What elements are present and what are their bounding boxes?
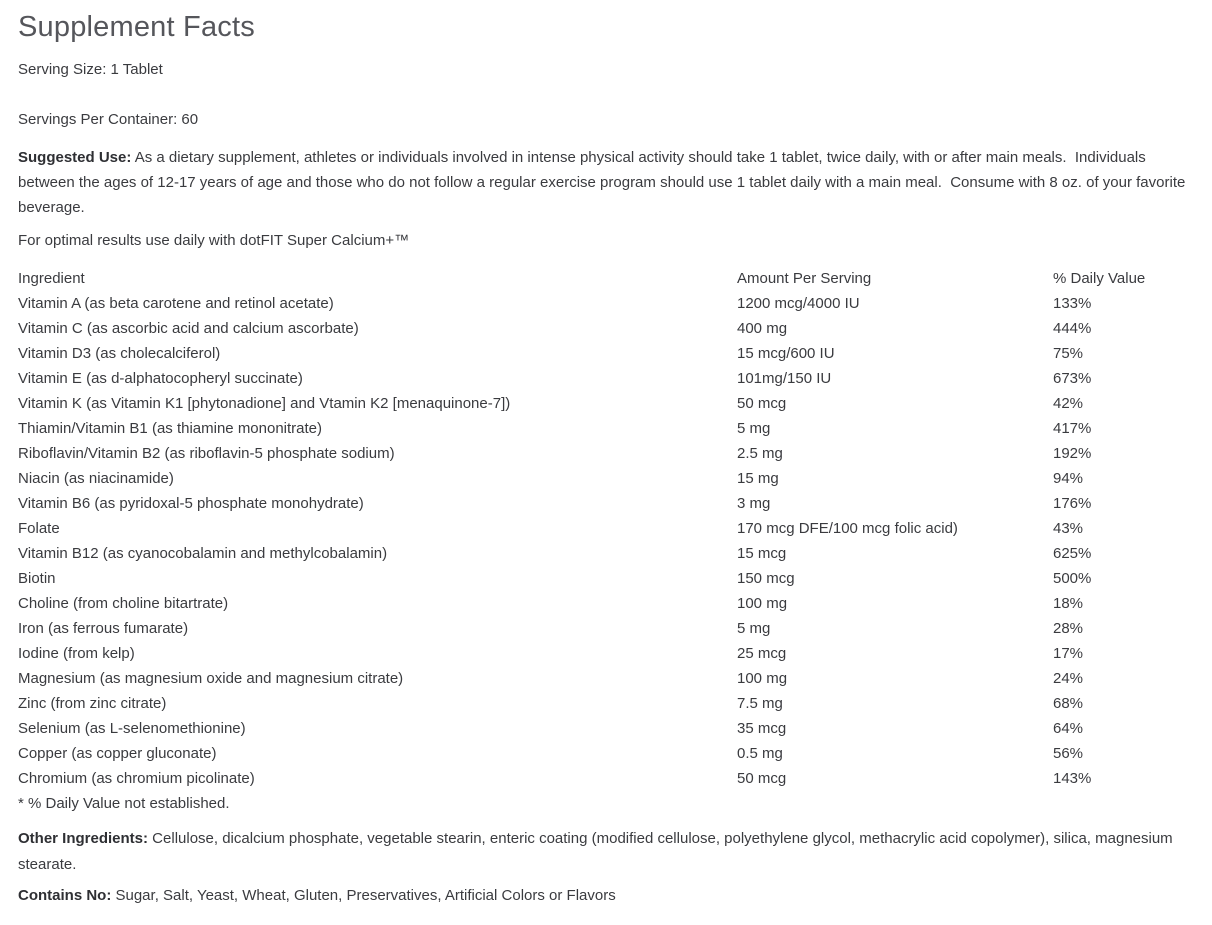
cell-ingredient: Folate	[18, 520, 60, 537]
cell-daily-value: 94%	[1053, 470, 1084, 487]
table-row	[18, 491, 1188, 516]
cell-daily-value: 17%	[1053, 645, 1084, 662]
ingredient-table	[18, 266, 1188, 816]
table-row	[18, 566, 1188, 591]
header-ingredient: Ingredient	[18, 270, 85, 287]
cell-ingredient: Vitamin C (as ascorbic acid and calcium ascorbate)	[18, 320, 359, 337]
cell-ingredient: Biotin	[18, 570, 56, 587]
cell-amount: 35 mcg	[737, 720, 787, 737]
table-row	[18, 316, 1188, 341]
cell-amount: 7.5 mg	[737, 695, 783, 712]
cell-ingredient: Riboflavin/Vitamin B2 (as riboflavin-5 phosphate sodium)	[18, 445, 395, 462]
table-row	[18, 641, 1188, 666]
cell-daily-value: 68%	[1053, 695, 1084, 712]
cell-amount: 1200 mcg/4000 IU	[737, 295, 860, 312]
cell-ingredient: Iodine (from kelp)	[18, 645, 135, 662]
cell-ingredient: Iron (as ferrous fumarate)	[18, 620, 189, 637]
cell-amount: 2.5 mg	[737, 445, 783, 462]
cell-ingredient: Magnesium (as magnesium oxide and magnesium citrate)	[18, 670, 404, 687]
cell-daily-value: 500%	[1053, 570, 1092, 587]
table-row	[18, 391, 1188, 416]
suggested-use-label: Suggested Use:	[18, 149, 132, 166]
cell-daily-value: 75%	[1053, 345, 1084, 362]
table-row	[18, 541, 1188, 566]
table-row	[18, 691, 1188, 716]
cell-amount: 100 mg	[737, 670, 788, 687]
table-row	[18, 416, 1188, 441]
cell-daily-value: 28%	[1053, 620, 1084, 637]
cell-amount: 150 mcg	[737, 570, 795, 587]
suggested-use	[18, 145, 1188, 220]
cell-daily-value: 24%	[1053, 670, 1084, 687]
serving-size: Serving Size: 1 Tablet	[18, 61, 163, 78]
cell-daily-value: 673%	[1053, 370, 1092, 387]
optimal-results-note: For optimal results use daily with dotFIT Super Calcium+™	[18, 232, 410, 249]
cell-ingredient: Selenium (as L-selenomethionine)	[18, 720, 246, 737]
other-ingredients	[18, 826, 1188, 878]
cell-daily-value: 18%	[1053, 595, 1084, 612]
contains-no	[18, 886, 1188, 906]
cell-amount: 50 mcg	[737, 770, 787, 787]
cell-daily-value: 192%	[1053, 445, 1092, 462]
cell-amount: 0.5 mg	[737, 745, 783, 762]
cell-ingredient: Vitamin B12 (as cyanocobalamin and methylcobalamin)	[18, 545, 388, 562]
cell-ingredient: Vitamin D3 (as cholecalciferol)	[18, 345, 221, 362]
cell-amount: 170 mcg DFE/100 mcg folic acid)	[737, 520, 958, 537]
cell-ingredient: Vitamin A (as beta carotene and retinol acetate)	[18, 295, 334, 312]
table-row	[18, 341, 1188, 366]
cell-amount: 15 mg	[737, 470, 779, 487]
table-row	[18, 616, 1188, 641]
cell-daily-value: 417%	[1053, 420, 1092, 437]
table-row	[18, 366, 1188, 391]
table-row	[18, 291, 1188, 316]
other-ingredients-text: Cellulose, dicalcium phosphate, vegetable stearin, enteric coating (modified cellulose, polyethylene glycol, methacrylic acid copolymer), silica, magnesium stearate.	[18, 830, 1177, 873]
cell-amount: 100 mg	[737, 595, 788, 612]
cell-daily-value: 64%	[1053, 720, 1084, 737]
table-row	[18, 666, 1188, 691]
cell-ingredient: Vitamin B6 (as pyridoxal-5 phosphate monohydrate)	[18, 495, 364, 512]
suggested-use-text: As a dietary supplement, athletes or individuals involved in intense physical activity should take 1 tablet, twice daily, with or after main meals. Individuals between the ages of 12-17 years of age and those who do not follow a regular exercise program should use 1 tablet daily with a main meal. Consume with 8 oz. of your favorite beverage.	[18, 149, 1190, 216]
header-daily-value: % Daily Value	[1053, 270, 1146, 287]
table-row	[18, 591, 1188, 616]
cell-amount: 5 mg	[737, 620, 771, 637]
cell-amount: 400 mg	[737, 320, 788, 337]
ingredient-table-body	[18, 291, 1188, 791]
table-row	[18, 741, 1188, 766]
contains-no-text: Sugar, Salt, Yeast, Wheat, Gluten, Preservatives, Artificial Colors or Flavors	[111, 887, 616, 904]
cell-ingredient: Choline (from choline bitartrate)	[18, 595, 229, 612]
cell-daily-value: 143%	[1053, 770, 1092, 787]
cell-daily-value: 176%	[1053, 495, 1092, 512]
servings-per-container: Servings Per Container: 60	[18, 111, 199, 128]
cell-daily-value: 42%	[1053, 395, 1084, 412]
table-row	[18, 516, 1188, 541]
cell-daily-value: 444%	[1053, 320, 1092, 337]
cell-daily-value: 133%	[1053, 295, 1092, 312]
cell-ingredient: Zinc (from zinc citrate)	[18, 695, 167, 712]
cell-daily-value: 625%	[1053, 545, 1092, 562]
cell-ingredient: Niacin (as niacinamide)	[18, 470, 174, 487]
cell-ingredient: Vitamin E (as d-alphatocopheryl succinate)	[18, 370, 303, 387]
cell-amount: 15 mcg	[737, 545, 787, 562]
cell-amount: 101mg/150 IU	[737, 370, 832, 387]
cell-daily-value: 43%	[1053, 520, 1084, 537]
cell-amount: 15 mcg/600 IU	[737, 345, 835, 362]
cell-daily-value: 56%	[1053, 745, 1084, 762]
table-row	[18, 441, 1188, 466]
cell-amount: 5 mg	[737, 420, 771, 437]
table-row	[18, 466, 1188, 491]
header-amount-per-serving: Amount Per Serving	[737, 270, 872, 287]
cell-amount: 50 mcg	[737, 395, 787, 412]
page-title: Supplement Facts	[18, 11, 255, 43]
ingredient-table-header	[18, 266, 1188, 291]
table-row	[18, 766, 1188, 791]
cell-ingredient: Vitamin K (as Vitamin K1 [phytonadione] and Vtamin K2 [menaquinone-7])	[18, 395, 511, 412]
supplement-facts-panel	[0, 9, 1212, 906]
cell-amount: 3 mg	[737, 495, 771, 512]
cell-ingredient: Chromium (as chromium picolinate)	[18, 770, 255, 787]
other-ingredients-label: Other Ingredients:	[18, 830, 149, 847]
table-row	[18, 716, 1188, 741]
cell-ingredient: Thiamin/Vitamin B1 (as thiamine mononitrate)	[18, 420, 323, 437]
cell-amount: 25 mcg	[737, 645, 787, 662]
cell-ingredient: Copper (as copper gluconate)	[18, 745, 217, 762]
daily-value-footnote: * % Daily Value not established.	[18, 795, 230, 812]
contains-no-label: Contains No:	[18, 887, 112, 904]
